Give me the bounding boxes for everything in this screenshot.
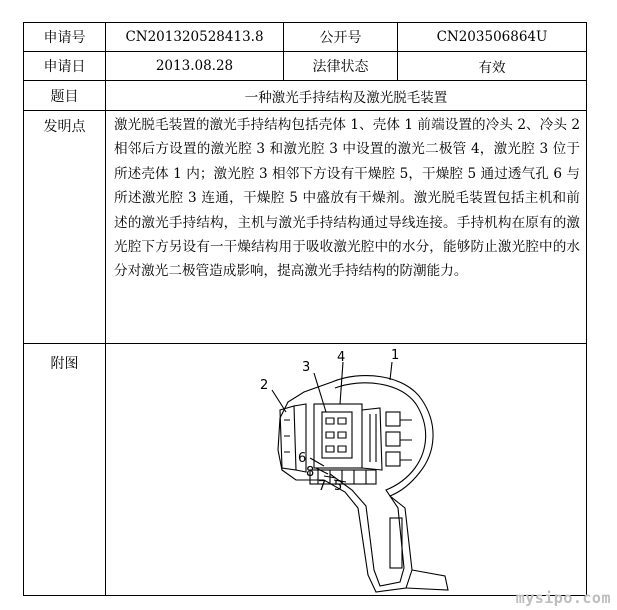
application-date-value: 2013.08.28 [155,58,234,74]
label-8: 8 [306,465,315,480]
internal-components [386,412,412,568]
legal-status-label: 法律状态 [312,59,369,75]
legal-status-value: 有效 [478,60,506,76]
label-4: 4 [337,350,346,365]
invention-point-label: 发明点 [43,119,86,135]
title-value: 一种激光手持结构及激光脱毛装置 [244,89,448,106]
leader-lines [272,362,392,482]
table-border-right [586,22,587,596]
publication-number-value: CN203506864U [436,29,548,45]
label-3: 3 [302,360,311,375]
figure-label: 附图 [50,356,79,372]
application-number-label: 申请号 [43,30,86,46]
label-5: 5 [334,479,343,494]
table-border-bottom [23,595,587,596]
application-number-value: CN201320528413.8 [125,29,264,45]
label-1: 1 [391,348,400,363]
publication-number-label: 公开号 [319,30,362,46]
patent-figure [240,340,450,595]
invention-point-text: 激光脱毛装置的激光手持结构包括壳体 1、壳体 1 前端设置的冷头 2、冷头 2 相邻后方设置的激光腔 3 和激光腔 3 中设置的激光二极管 4，激光腔 3 位于所述壳体 1 内；激光腔 3 相邻下方设有干燥腔 5，干燥腔 5 通过透气孔 6 与所述激光腔 3 连通，干燥腔 5 中盛放有干燥剂。激光脱毛装置包括主机和前述的激光手持结构，主机与激光手持结构通过导线连接。手持机构在原有的激光腔下方另设有一干燥结构用于吸收激光腔中的水分，能够防止激光腔中的水分对激光二极管造成影响，提高激光手持结构的防潮能力。 [114,117,580,280]
label-7: 7 [318,479,327,494]
watermark: mysipo.com [515,589,611,607]
laser-cavity [314,404,382,470]
application-date-label: 申请日 [43,59,86,75]
label-2: 2 [260,378,269,393]
title-label: 题目 [50,88,79,105]
label-6: 6 [298,451,307,466]
